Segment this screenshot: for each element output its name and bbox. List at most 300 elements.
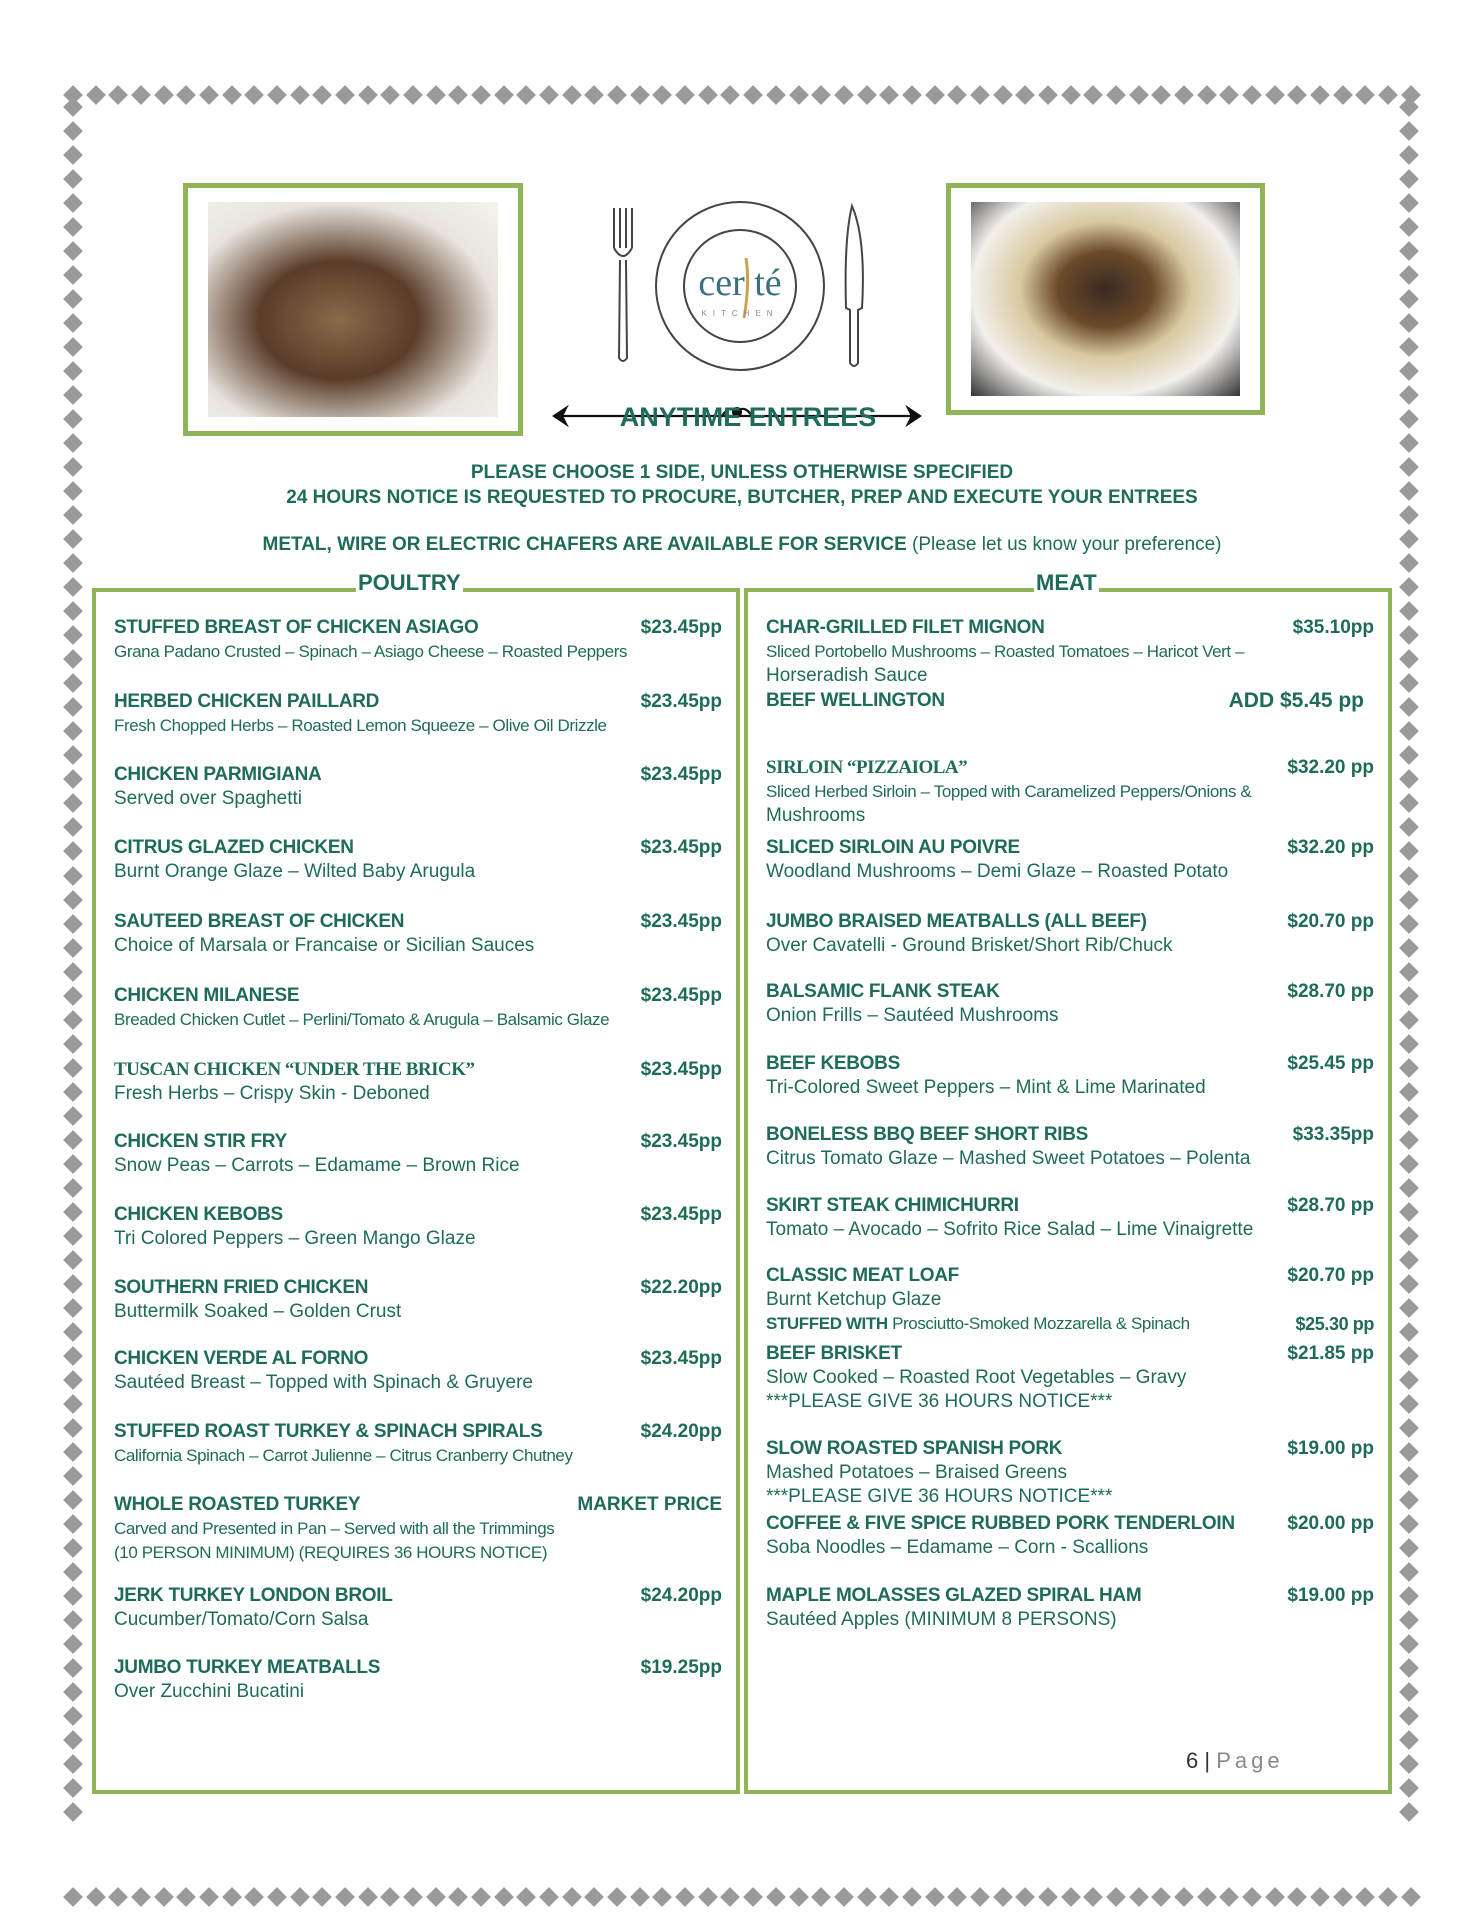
border-diamond (1083, 1887, 1103, 1907)
border-diamond (1061, 1887, 1081, 1907)
border-diamond (857, 85, 877, 105)
border-diamond (1399, 553, 1419, 573)
border-diamond (1399, 265, 1419, 285)
meat-menu-item (766, 756, 1374, 828)
item-price: $23.45pp (640, 691, 722, 712)
border-diamond (1399, 962, 1419, 982)
border-diamond (1399, 1370, 1419, 1390)
border-diamond (63, 1562, 83, 1582)
item-description: Slow Cooked – Roasted Root Vegetables – Gravy (766, 1367, 1187, 1388)
border-diamond (63, 1274, 83, 1294)
border-diamond (63, 601, 83, 621)
border-diamond (698, 1887, 718, 1907)
border-diamond (63, 1226, 83, 1246)
poultry-menu-item (114, 616, 722, 664)
border-diamond (1399, 1658, 1419, 1678)
poultry-heading: POULTRY (358, 570, 461, 595)
border-diamond (63, 241, 83, 261)
item-price: $23.45pp (640, 837, 722, 858)
border-diamond (1399, 1226, 1419, 1246)
item-description: Buttermilk Soaked – Golden Crust (114, 1301, 402, 1322)
border-diamond (63, 866, 83, 886)
border-diamond (1399, 1466, 1419, 1486)
notice-24h: 24 HOURS NOTICE IS REQUESTED TO PROCURE, BUTCHER, PREP AND EXECUTE YOUR ENTREES (286, 487, 1198, 508)
item-description: Woodland Mushrooms – Demi Glaze – Roasted Potato (766, 861, 1229, 882)
poultry-menu-item (114, 1584, 722, 1632)
border-diamond (63, 818, 83, 838)
border-diamond (63, 1634, 83, 1654)
border-diamond (63, 914, 83, 934)
border-diamond (1038, 85, 1058, 105)
border-diamond (1399, 433, 1419, 453)
border-diamond (312, 1887, 332, 1907)
border-diamond (1399, 337, 1419, 357)
border-diamond (63, 1682, 83, 1702)
border-diamond (1399, 1706, 1419, 1726)
item-price: $23.45pp (640, 985, 722, 1006)
item-description: Choice of Marsala or Francaise or Sicilian Sauces (114, 935, 535, 956)
border-diamond (1399, 794, 1419, 814)
border-diamond (63, 1082, 83, 1102)
border-diamond (63, 890, 83, 910)
border-diamond (675, 85, 695, 105)
poultry-menu-item (114, 1276, 722, 1324)
border-diamond (1399, 1178, 1419, 1198)
item-name: SLOW ROASTED SPANISH PORK (766, 1438, 1063, 1459)
border-diamond (879, 85, 899, 105)
border-diamond (1378, 85, 1398, 105)
item-name: WHOLE ROASTED TURKEY (114, 1494, 361, 1515)
item-name: STUFFED ROAST TURKEY & SPINACH SPIRALS (114, 1421, 543, 1442)
item-price: $22.20pp (640, 1277, 722, 1298)
border-diamond (1197, 1887, 1217, 1907)
border-diamond (539, 85, 559, 105)
border-diamond (1399, 121, 1419, 141)
border-diamond (63, 433, 83, 453)
border-diamond (1399, 938, 1419, 958)
item-description: Sliced Portobello Mushrooms – Roasted Tomatoes – Haricot Vert – (766, 642, 1245, 661)
border-diamond (1399, 673, 1419, 693)
item-description: Fresh Herbs – Crispy Skin - Deboned (114, 1083, 430, 1104)
border-diamond (1399, 818, 1419, 838)
border-diamond (721, 1887, 741, 1907)
item-price: $32.20 pp (1287, 757, 1374, 778)
item-price: $33.35pp (1292, 1124, 1374, 1145)
border-diamond (1399, 1490, 1419, 1510)
border-diamond (63, 217, 83, 237)
meat-heading: MEAT (1036, 570, 1097, 595)
border-diamond (63, 289, 83, 309)
item-price: $23.45pp (640, 617, 722, 638)
border-diamond (63, 1418, 83, 1438)
border-diamond (1129, 85, 1149, 105)
border-diamond (1399, 1274, 1419, 1294)
border-diamond (1265, 1887, 1285, 1907)
border-diamond (562, 1887, 582, 1907)
border-diamond (1399, 193, 1419, 213)
item-price: $25.45 pp (1287, 1053, 1374, 1074)
certe-logo (600, 198, 880, 374)
border-diamond (403, 85, 423, 105)
border-diamond (222, 1887, 242, 1907)
item-name: SOUTHERN FRIED CHICKEN (114, 1277, 369, 1298)
item-price: MARKET PRICE (577, 1494, 722, 1515)
border-diamond (1399, 1754, 1419, 1774)
border-diamond (1174, 85, 1194, 105)
border-diamond (1399, 866, 1419, 886)
border-diamond (63, 1610, 83, 1630)
meat-menu-item (766, 1512, 1374, 1560)
item-description: Burnt Ketchup Glaze (766, 1289, 942, 1310)
border-diamond (63, 337, 83, 357)
item-description: Carved and Presented in Pan – Served with all the Trimmings (114, 1519, 555, 1538)
border-diamond (675, 1887, 695, 1907)
border-diamond (1399, 385, 1419, 405)
border-diamond (63, 770, 83, 790)
border-diamond (63, 1010, 83, 1030)
item-price: $24.20pp (640, 1421, 722, 1442)
item-name: BEEF KEBOBS (766, 1053, 900, 1074)
item-name: CHICKEN VERDE AL FORNO (114, 1348, 369, 1369)
item-price: $23.45pp (640, 1131, 722, 1152)
border-diamond (1399, 361, 1419, 381)
border-diamond (63, 169, 83, 189)
border-diamond (947, 1887, 967, 1907)
border-diamond (63, 409, 83, 429)
border-diamond (1399, 577, 1419, 597)
meat-menu-item (766, 616, 1374, 688)
meat-menu-item (766, 1194, 1374, 1242)
item-name: BALSAMIC FLANK STEAK (766, 981, 1000, 1002)
border-diamond (63, 1178, 83, 1198)
item-description-extra: ***PLEASE GIVE 36 HOURS NOTICE*** (766, 1486, 1113, 1507)
border-diamond (1015, 85, 1035, 105)
border-diamond (63, 1514, 83, 1534)
border-diamond (1399, 649, 1419, 669)
border-diamond (63, 121, 83, 141)
item-description: Fresh Chopped Herbs – Roasted Lemon Squeeze – Olive Oil Drizzle (114, 716, 607, 735)
border-diamond (947, 85, 967, 105)
border-diamond (63, 1658, 83, 1678)
border-diamond (539, 1887, 559, 1907)
border-diamond (63, 1538, 83, 1558)
border-diamond (131, 85, 151, 105)
border-diamond (1399, 1586, 1419, 1606)
item-description: Mashed Potatoes – Braised Greens (766, 1462, 1068, 1483)
item-price: $20.70 pp (1287, 911, 1374, 932)
item-description: Cucumber/Tomato/Corn Salsa (114, 1609, 369, 1630)
border-diamond (63, 1394, 83, 1414)
border-diamond (517, 85, 537, 105)
border-diamond (1219, 85, 1239, 105)
border-diamond (1399, 1202, 1419, 1222)
border-diamond (1399, 914, 1419, 934)
poultry-menu-item (114, 1347, 722, 1395)
border-diamond (63, 361, 83, 381)
border-diamond (1399, 169, 1419, 189)
border-diamond (1399, 770, 1419, 790)
section-title: ANYTIME ENTREES (619, 402, 877, 432)
border-diamond (426, 1887, 446, 1907)
border-diamond (131, 1887, 151, 1907)
border-diamond (1399, 1682, 1419, 1702)
border-diamond (494, 85, 514, 105)
border-diamond (1399, 1538, 1419, 1558)
border-diamond (1399, 1154, 1419, 1174)
item-description: California Spinach – Carrot Julienne – Citrus Cranberry Chutney (114, 1446, 573, 1465)
meat-menu-item (766, 980, 1374, 1028)
border-diamond (1399, 1250, 1419, 1270)
border-diamond (1378, 1887, 1398, 1907)
border-diamond (63, 1442, 83, 1462)
border-diamond (1399, 1610, 1419, 1630)
border-diamond (176, 85, 196, 105)
border-diamond (63, 1802, 83, 1822)
border-diamond (63, 1106, 83, 1126)
border-diamond (1399, 97, 1419, 117)
item-price: $20.00 pp (1287, 1513, 1374, 1534)
border-diamond (244, 1887, 264, 1907)
border-diamond (1015, 1887, 1035, 1907)
border-diamond (1399, 145, 1419, 165)
item-name: BONELESS BBQ BEEF SHORT RIBS (766, 1124, 1089, 1145)
border-diamond (63, 1298, 83, 1318)
border-diamond (1399, 890, 1419, 910)
border-diamond (63, 1154, 83, 1174)
border-diamond (1106, 85, 1126, 105)
border-diamond (789, 85, 809, 105)
item-price: $19.00 pp (1287, 1438, 1374, 1459)
page-label: Page (1216, 1748, 1284, 1773)
border-diamond (63, 1754, 83, 1774)
border-diamond (358, 1887, 378, 1907)
border-diamond (607, 1887, 627, 1907)
item-price: $23.45pp (640, 1348, 722, 1369)
border-diamond (63, 313, 83, 333)
border-diamond (335, 85, 355, 105)
border-diamond (1287, 1887, 1307, 1907)
border-diamond (1197, 85, 1217, 105)
item-price: $23.45pp (640, 1059, 722, 1080)
border-diamond (63, 193, 83, 213)
border-diamond (1242, 85, 1262, 105)
border-diamond (244, 85, 264, 105)
item-description: Tri-Colored Sweet Peppers – Mint & Lime Marinated (766, 1077, 1206, 1098)
item-name: JUMBO BRAISED MEATBALLS (ALL BEEF) (766, 911, 1147, 932)
border-diamond (63, 1346, 83, 1366)
item-name: BEEF BRISKET (766, 1343, 902, 1364)
chafers-text: METAL, WIRE OR ELECTRIC CHAFERS ARE AVAILABLE FOR SERVICE (262, 534, 907, 555)
border-diamond (1399, 1130, 1419, 1150)
border-diamond (1399, 1514, 1419, 1534)
border-diamond (1399, 1034, 1419, 1054)
poultry-menu-item (114, 1058, 722, 1106)
chicken-photo (183, 183, 523, 436)
border-diamond (471, 1887, 491, 1907)
border-diamond (585, 1887, 605, 1907)
border-diamond (1399, 1106, 1419, 1126)
poultry-menu-item (114, 1420, 722, 1468)
item-description: Sautéed Breast – Topped with Spinach & Gruyere (114, 1372, 533, 1393)
border-diamond (1399, 986, 1419, 1006)
meat-menu-item (766, 1584, 1374, 1632)
item-price: $20.70 pp (1287, 1265, 1374, 1286)
border-diamond (449, 85, 469, 105)
logo-brand-text: cer té (698, 262, 782, 304)
border-diamond (1399, 1802, 1419, 1822)
logo-subtitle: KITCHEN (701, 309, 779, 318)
item-description: Onion Frills – Sautéed Mushrooms (766, 1005, 1059, 1026)
border-diamond (63, 794, 83, 814)
item-price: ADD $5.45 pp (1228, 689, 1364, 712)
item-name: SKIRT STEAK CHIMICHURRI (766, 1195, 1019, 1216)
border-diamond (1399, 601, 1419, 621)
border-diamond (1399, 289, 1419, 309)
poultry-menu-item (114, 1130, 722, 1178)
item-name: CHICKEN STIR FRY (114, 1131, 287, 1152)
border-diamond (1106, 1887, 1126, 1907)
page-number: 6 (1186, 1748, 1199, 1773)
border-diamond (811, 1887, 831, 1907)
meat-menu-item (766, 1123, 1374, 1171)
border-diamond (1399, 217, 1419, 237)
border-diamond (811, 85, 831, 105)
border-diamond (1219, 1887, 1239, 1907)
border-diamond (1399, 1082, 1419, 1102)
item-description: Grana Padano Crusted – Spinach – Asiago Cheese – Roasted Peppers (114, 642, 628, 661)
border-diamond (63, 962, 83, 982)
border-diamond (1399, 1418, 1419, 1438)
border-diamond (1399, 1058, 1419, 1078)
poultry-menu-item (114, 690, 722, 738)
border-diamond (381, 1887, 401, 1907)
item-description: Breaded Chicken Cutlet – Perlini/Tomato & Arugula – Balsamic Glaze (114, 1010, 610, 1029)
border-diamond (993, 1887, 1013, 1907)
item-description: Sliced Herbed Sirloin – Topped with Caramelized Peppers/Onions & (766, 782, 1252, 801)
notice-chafers (0, 534, 1484, 556)
meat-menu-item (766, 836, 1374, 884)
border-diamond (63, 842, 83, 862)
border-diamond (154, 85, 174, 105)
border-diamond (653, 85, 673, 105)
border-diamond (63, 553, 83, 573)
border-diamond (562, 85, 582, 105)
border-diamond (834, 85, 854, 105)
item-description: Tomato – Avocado – Sofrito Rice Salad – Lime Vinaigrette (766, 1219, 1254, 1240)
border-diamond (925, 1887, 945, 1907)
item-name: CHICKEN PARMIGIANA (114, 764, 322, 785)
border-diamond (1401, 1887, 1421, 1907)
border-bottom (62, 1886, 1422, 1908)
item-name: JERK TURKEY LONDON BROIL (114, 1585, 393, 1606)
border-diamond (63, 1370, 83, 1390)
border-diamond (879, 1887, 899, 1907)
border-diamond (1333, 85, 1353, 105)
poultry-menu-item (114, 1203, 722, 1251)
border-diamond (993, 85, 1013, 105)
chafers-preference: (Please let us know your preference) (912, 534, 1222, 555)
border-diamond (698, 85, 718, 105)
border-diamond (199, 1887, 219, 1907)
border-diamond (63, 1034, 83, 1054)
poultry-menu-item (114, 763, 722, 811)
item-name: CHICKEN KEBOBS (114, 1204, 283, 1225)
stuffed-variant (766, 1312, 1374, 1336)
item-price: $23.45pp (640, 764, 722, 785)
border-diamond (902, 85, 922, 105)
border-diamond (63, 1586, 83, 1606)
border-diamond (607, 85, 627, 105)
border-diamond (630, 85, 650, 105)
border-diamond (970, 1887, 990, 1907)
border-diamond (970, 85, 990, 105)
border-diamond (1174, 1887, 1194, 1907)
border-diamond (63, 1058, 83, 1078)
border-diamond (63, 1322, 83, 1342)
border-diamond (1399, 722, 1419, 742)
border-diamond (902, 1887, 922, 1907)
border-diamond (63, 1778, 83, 1798)
border-diamond (1242, 1887, 1262, 1907)
item-name: JUMBO TURKEY MEATBALLS (114, 1657, 381, 1678)
item-price: $35.10pp (1292, 617, 1374, 638)
border-diamond (426, 85, 446, 105)
border-diamond (63, 1130, 83, 1150)
border-diamond (1287, 85, 1307, 105)
border-diamond (63, 1706, 83, 1726)
border-diamond (585, 85, 605, 105)
item-price: $28.70 pp (1287, 1195, 1374, 1216)
item-name: STUFFED BREAST OF CHICKEN ASIAGO (114, 617, 479, 638)
steak-photo (946, 183, 1265, 415)
border-diamond (517, 1887, 537, 1907)
border-diamond (766, 1887, 786, 1907)
item-description-extra: Horseradish Sauce (766, 665, 928, 686)
border-diamond (1399, 1562, 1419, 1582)
border-diamond (63, 649, 83, 669)
item-name: HERBED CHICKEN PAILLARD (114, 691, 380, 712)
item-description-extra: Mushrooms (766, 805, 866, 826)
meat-menu-item (766, 1052, 1374, 1100)
border-diamond (789, 1887, 809, 1907)
border-diamond (1399, 1394, 1419, 1414)
item-description: Over Zucchini Bucatini (114, 1681, 305, 1702)
border-right (1398, 96, 1420, 1824)
item-name: CHICKEN MILANESE (114, 985, 300, 1006)
border-diamond (1151, 85, 1171, 105)
item-description: Citrus Tomato Glaze – Mashed Sweet Potatoes – Polenta (766, 1148, 1251, 1169)
border-diamond (1399, 409, 1419, 429)
item-name: BEEF WELLINGTON (766, 690, 945, 711)
item-description-extra: (10 PERSON MINIMUM) (REQUIRES 36 HOURS NOTICE) (114, 1543, 548, 1562)
border-diamond (63, 1202, 83, 1222)
border-diamond (335, 1887, 355, 1907)
border-diamond (63, 938, 83, 958)
border-diamond (1061, 85, 1081, 105)
item-name: TUSCAN CHICKEN “UNDER THE BRICK” (114, 1059, 475, 1080)
border-diamond (199, 85, 219, 105)
stuffed-label: STUFFED WITH (766, 1314, 888, 1333)
border-diamond (1038, 1887, 1058, 1907)
item-name: SLICED SIRLOIN AU POIVRE (766, 837, 1020, 858)
stuffed-description: Prosciutto-Smoked Mozzarella & Spinach (892, 1314, 1190, 1333)
item-price: $23.45pp (640, 911, 722, 932)
border-diamond (925, 85, 945, 105)
meat-menu-item (766, 910, 1374, 958)
border-diamond (1399, 1778, 1419, 1798)
border-diamond (743, 1887, 763, 1907)
notice-side: PLEASE CHOOSE 1 SIDE, UNLESS OTHERWISE SPECIFIED (470, 462, 1014, 483)
